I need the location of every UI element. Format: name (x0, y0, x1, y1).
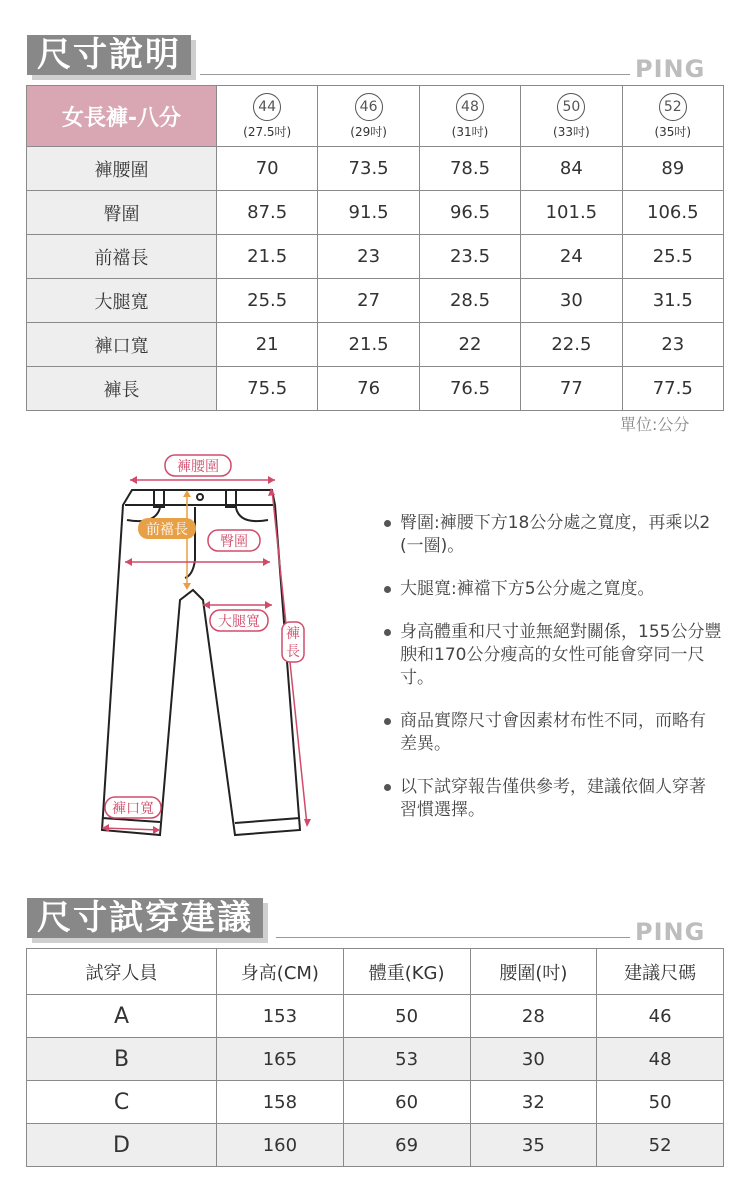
table-cell: 160 (217, 1124, 344, 1167)
size-header (318, 86, 419, 147)
table-row (27, 995, 724, 1038)
table-cell: D (27, 1124, 217, 1167)
size-inch: (33吋) (553, 124, 590, 139)
table-row (27, 367, 724, 411)
column-header: 身高(CM) (217, 949, 344, 995)
table-row (27, 1081, 724, 1124)
row-label: 褲長 (27, 367, 217, 411)
brand-logo: PING (635, 55, 706, 83)
table-cell: 165 (217, 1038, 344, 1081)
size-section-title: 尺寸說明 (27, 35, 191, 75)
table-header-row (27, 949, 724, 995)
thigh-label (210, 610, 268, 631)
table-cell: 28 (470, 995, 597, 1038)
svg-text:前襠長: 前襠長 (146, 522, 188, 538)
size-number: 52 (659, 93, 687, 121)
table-cell: 153 (217, 995, 344, 1038)
fit-section-title: 尺寸試穿建議 (27, 898, 263, 938)
table-cell: 35 (470, 1124, 597, 1167)
list-item: 商品實際尺寸會因素材布性不同，而略有差異。 (382, 710, 722, 756)
svg-text:大腿寬: 大腿寬 (218, 614, 260, 630)
size-header (622, 86, 723, 147)
table-cell: 32 (470, 1081, 597, 1124)
brand-logo: PING (635, 918, 706, 946)
table-cell: 22.5 (521, 323, 622, 367)
table-cell: 73.5 (318, 147, 419, 191)
svg-text:褲: 褲 (286, 626, 300, 642)
table-cell: 24 (521, 235, 622, 279)
table-cell: 30 (470, 1038, 597, 1081)
table-cell: B (27, 1038, 217, 1081)
list-item: 身高體重和尺寸並無絕對關係，155公分豐腴和170公分瘦高的女性可能會穿同一尺寸。 (382, 621, 722, 690)
size-inch: (31吋) (451, 124, 489, 139)
table-cell: 69 (343, 1124, 470, 1167)
pants-outline-icon (102, 490, 300, 835)
size-header (419, 86, 520, 147)
unit-label: 單位:公分 (620, 415, 690, 434)
table-cell: 48 (597, 1038, 724, 1081)
table-cell: 70 (217, 147, 318, 191)
table-cell: 30 (521, 279, 622, 323)
column-header: 腰圍(吋) (470, 949, 597, 995)
table-cell: 50 (597, 1081, 724, 1124)
size-number: 50 (557, 93, 585, 121)
table-cell: 60 (343, 1081, 470, 1124)
table-cell: 101.5 (521, 191, 622, 235)
table-row (27, 191, 724, 235)
section-divider (276, 937, 630, 938)
row-label: 褲口寬 (27, 323, 217, 367)
table-cell: 78.5 (419, 147, 520, 191)
size-number: 44 (253, 93, 281, 121)
table-cell: 89 (622, 147, 723, 191)
size-chart-table (26, 85, 724, 411)
table-cell: 84 (521, 147, 622, 191)
size-header (217, 86, 318, 147)
size-inch: (35吋) (654, 124, 692, 139)
table-cell: 27 (318, 279, 419, 323)
table-cell: 96.5 (419, 191, 520, 235)
table-cell: 75.5 (217, 367, 318, 411)
product-label: 女長褲-八分 (27, 86, 217, 147)
svg-text:臀圍: 臀圍 (220, 534, 248, 550)
table-cell: 76 (318, 367, 419, 411)
column-header: 試穿人員 (27, 949, 217, 995)
table-row (27, 147, 724, 191)
table-cell: 52 (597, 1124, 724, 1167)
svg-text:長: 長 (286, 644, 300, 660)
size-number: 46 (355, 93, 383, 121)
list-item: 臀圍:褲腰下方18公分處之寬度，再乘以2 (一圈)。 (382, 512, 722, 558)
table-cell: 25.5 (217, 279, 318, 323)
row-label: 褲腰圍 (27, 147, 217, 191)
size-inch: (29吋) (350, 124, 387, 139)
size-number: 48 (456, 93, 484, 121)
row-label: 前襠長 (27, 235, 217, 279)
pants-measurement-diagram (60, 450, 360, 850)
table-cell: 53 (343, 1038, 470, 1081)
table-cell: 87.5 (217, 191, 318, 235)
table-cell: 23 (318, 235, 419, 279)
table-cell: 91.5 (318, 191, 419, 235)
table-cell: 21 (217, 323, 318, 367)
table-cell: 25.5 (622, 235, 723, 279)
table-cell: 106.5 (622, 191, 723, 235)
size-header (521, 86, 622, 147)
table-row (27, 279, 724, 323)
table-cell: 46 (597, 995, 724, 1038)
section-divider (200, 74, 630, 75)
table-row (27, 1124, 724, 1167)
table-row (27, 235, 724, 279)
table-cell: 158 (217, 1081, 344, 1124)
fit-report-table (26, 948, 724, 1167)
table-cell: 21.5 (217, 235, 318, 279)
table-cell: 77.5 (622, 367, 723, 411)
svg-text:褲腰圍: 褲腰圍 (177, 459, 219, 475)
table-cell: 77 (521, 367, 622, 411)
table-row (27, 1038, 724, 1081)
column-header: 建議尺碼 (597, 949, 724, 995)
hip-label (208, 530, 260, 551)
table-cell: 28.5 (419, 279, 520, 323)
table-cell: A (27, 995, 217, 1038)
table-cell: 76.5 (419, 367, 520, 411)
table-cell: 50 (343, 995, 470, 1038)
table-cell: 31.5 (622, 279, 723, 323)
row-label: 大腿寬 (27, 279, 217, 323)
svg-text:褲口寬: 褲口寬 (112, 801, 154, 817)
table-cell: 22 (419, 323, 520, 367)
list-item: 大腿寬:褲襠下方5公分處之寬度。 (382, 578, 722, 601)
notes-list (382, 512, 722, 842)
table-cell: 21.5 (318, 323, 419, 367)
size-inch: (27.5吋) (243, 124, 292, 139)
table-cell: 23.5 (419, 235, 520, 279)
hem-label (105, 797, 161, 818)
row-label: 臀圍 (27, 191, 217, 235)
list-item: 以下試穿報告僅供參考，建議依個人穿著習慣選擇。 (382, 776, 722, 822)
table-cell: C (27, 1081, 217, 1124)
waist-label (165, 455, 231, 476)
table-cell: 23 (622, 323, 723, 367)
table-row (27, 323, 724, 367)
column-header: 體重(KG) (343, 949, 470, 995)
rise-label (138, 518, 196, 539)
length-label (282, 622, 304, 662)
